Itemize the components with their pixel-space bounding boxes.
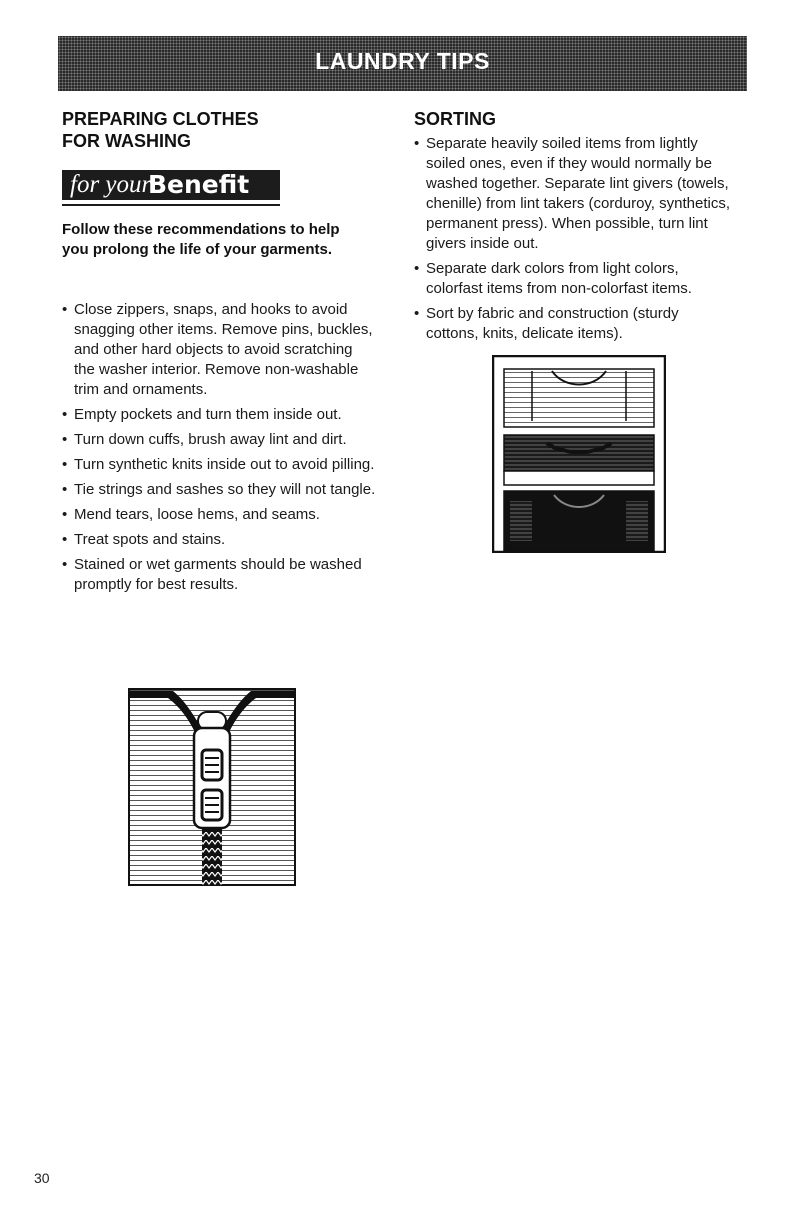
bullet-item: • Sort by fabric and construction (sturdy cottons, knits, delicate items). [414,304,734,344]
sorting-section [414,108,734,349]
bullet-item: • Turn synthetic knits inside out to avoid pilling. [62,455,377,475]
banner-title: LAUNDRY TIPS [315,48,490,74]
zipper-illustration [128,688,296,886]
for-your-benefit-badge [62,170,280,208]
preparing-clothes-section [62,108,377,600]
bullet-item: • Separate heavily soiled items from lightly soiled ones, even if they would normally be washed together. Separate lint givers (towels, chenille) from lint takers (corduroy, synthetics, permanent press). When possible, turn lint givers inside out. [414,134,734,254]
badge-big-text: Benefit [148,170,250,199]
stacked-shirts-illustration [492,355,666,553]
section-heading-preparing [62,108,377,152]
heading-line-1: PREPARING CLOTHES [62,109,259,129]
sorting-bullet-list [414,134,734,344]
bullet-item: • Stained or wet garments should be washed promptly for best results. [62,555,377,595]
bullet-item: • Separate dark colors from light colors, colorfast items from non-colorfast items. [414,259,734,299]
zipper-icon [128,688,296,886]
badge-underline [62,204,280,206]
bullet-item: • Mend tears, loose hems, and seams. [62,505,377,525]
section-heading-sorting: SORTING [414,109,497,129]
intro-text: Follow these recommendations to help you prolong the life of your garments. [62,221,340,258]
bullet-item: • Turn down cuffs, brush away lint and dirt. [62,430,377,450]
page-number: 30 [34,1170,50,1186]
section-banner [58,36,747,91]
bullet-item: • Empty pockets and turn them inside out. [62,405,377,425]
shirts-icon [492,355,666,553]
bullet-item: • Close zippers, snaps, and hooks to avoid snagging other items. Remove pins, buckles, and other hard objects to avoid scratching the washer interior. Remove non-washable trim and ornaments. [62,300,377,400]
heading-line-2: FOR WASHING [62,131,191,151]
bullet-item: • Tie strings and sashes so they will not tangle. [62,480,377,500]
badge-small-text: for your [70,171,152,198]
preparing-bullet-list [62,300,377,595]
bullet-item: • Treat spots and stains. [62,530,377,550]
